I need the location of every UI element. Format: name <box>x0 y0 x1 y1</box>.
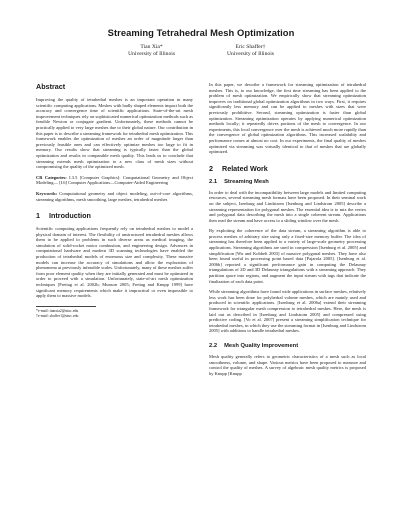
footnote-email-2: †e-mail: shaffer1@uiuc.edu <box>36 313 79 318</box>
abstract-heading: Abstract <box>36 82 66 91</box>
cr-categories <box>36 175 193 186</box>
subsection-title: Mesh Quality Improvement <box>224 342 299 349</box>
author-2 <box>227 44 274 58</box>
cr-text: I.3.5 [Computer Graphics]: Computational Geometry and Object Modeling— [I.6] Computer Applications—Computer-Aided Engineering <box>36 174 193 186</box>
author-affiliation: University of Illinois <box>227 51 274 57</box>
intro-continuation-text: In this paper, we describe a framework for streaming optimization of tetrahedral meshes. This is, to our knowledge, the first time streaming has been applied to the problem of mesh optimization. We empirically show that streaming optimization improves on traditional global optimization algorithms in two ways. First, it requires significantly less memory and can be applied to meshes with sizes that were previously prohibitive. Second, streaming optimization is faster than global optimization. Streaming optimization operates by applying numerical optimization methods locally; it repeatedly drives portions of the mesh to convergence. In our experiments, this local convergence over the mesh is achieved much more rapidly than the convergence of global optimization algorithms. This increased scalability and performance comes at almost no cost. In our experiments, the final quality of meshes optimized via streaming was virtually identical to that of meshes that are globally optimized. <box>209 82 366 155</box>
author-block <box>36 44 366 58</box>
author-name: Eric Shaffer† <box>235 44 266 50</box>
introduction-text: Scientific computing applications frequently rely on tetrahedral meshes to model a physical domain of interest. The flexibility of unstructured tetrahedral meshes allows them to be applied to problems in such diverse areas as medical imaging, the simulation of solid-rocket motor combustion, and engineering design. Advances in computational hardware and modern 3D scanning technologies have enabled the production of tetrahedral models of enormous size and complexity. These massive models can increase the accuracy of simulations and allow the exploration of phenomena at previously infeasible scales. Unfortunately, many of these meshes suffer from poor element quality when they are initially generated and must be optimized in order to proceed with a simulation. Unfortunately, state-of-art mesh optimization techniques [Freitag et al. 2002b; Munson 2005; Freitag and Knupp 1999] have significant memory requirements which make it impractical or even impossible to apply them to massive models. <box>36 226 193 299</box>
streaming-mesh-paragraph-2: By exploiting the coherence of the data stream, a streaming algorithm is able to process meshes of arbitrary size using only a fixed-size memory buffer. The idea of streaming has therefore been applied to a variety of large-scale geometry processing applications. Streaming algorithms are used in compression [Isenburg et al. 2005] and simplification [Wu and Kobbelt 2003] of massive polygonal meshes. They have also been found useful in processing point based data [Pajarola 2005]. [Isenburg et al. 2006b] reported a significant performance gain in computing the Delaunay triangulations of 2D and 3D Delaunay triangulations with a streaming approach. They partition space into regions, and augment the input stream with tags that indicate the finalization of each data point. <box>209 228 366 284</box>
keywords <box>36 191 193 202</box>
subsection-title: Streaming Mesh <box>224 178 269 185</box>
abstract-text: Improving the quality of tetrahedral meshes is an important operation in many scientific computing applications. Meshes with badly shaped elements impact both the accuracy and convergence time of scientific applications. State-of-the-art mesh improvement techniques rely on sophisticated numerical optimization methods such as feasible Newton or conjugate gradient. Unfortunately, these methods cannot be practically applied to very large meshes due to their global nature. Our contribution in this paper is to describe a streaming framework for tetrahedral mesh optimization. This framework enables the optimization of meshes an order of magnitude larger than previously feasible ones and can effectively optimize meshes too large to fit in memory. Our results show that streaming is typically faster than the global optimization and results in comparable mesh quality. This leads us to conclude that streaming extends mesh optimization to a new class of mesh sizes without compromising the quality of the optimized mesh. <box>36 97 193 170</box>
related-work-heading <box>209 164 366 173</box>
streaming-mesh-heading <box>209 179 366 185</box>
two-column-body <box>36 82 366 376</box>
footnotes <box>36 306 96 319</box>
mesh-quality-heading <box>209 343 366 349</box>
keywords-text: Computational geometry and object modeling, out-of-core algorithms, streaming algorithms, mesh smoothing, large meshes, tetrahedral meshes <box>36 190 194 202</box>
cr-label: CR Categories: <box>36 174 67 180</box>
subsection-number: 2.1 <box>209 178 218 185</box>
keywords-label: Keywords: <box>36 190 57 196</box>
section-title: Related Work <box>222 163 268 173</box>
streaming-mesh-paragraph-3: While streaming algorithms have found wide applications in surface meshes, relatively less work has been done for polyhedral volume meshes, which are mainly used and produced in scientific applications. [Isenburg et al. 2006a] extend their streaming framework for triangular mesh compression to tetrahedral meshes. Here, the mesh is laid out as described in [Isenburg and Lindstrom 2005] and compressed using predictive coding. [Vo et al. 2007] present a streaming simplification technique for tetrahedral meshes, in which they use the streaming format in [Isenburg and Lindstrom 2005] with additions to handle tetrahedral meshes. <box>209 289 366 334</box>
left-column <box>36 82 193 318</box>
section-number: 2 <box>209 163 213 173</box>
right-column <box>209 82 366 376</box>
author-1 <box>128 44 175 58</box>
paper-title: Streaming Tetrahedral Mesh Optimization <box>107 27 295 38</box>
streaming-mesh-paragraph-1: In order to deal with the incompatibility between large models and limited computing resources, several streaming mesh formats have been proposed. In their seminal work on the subject, Isenburg and Lindstrom [Isenburg and Lindstrom 2005] describe a streaming representation for polygonal meshes. The essential idea is to mix the vertex and polygonal data describing the mesh into a single coherent stream. Applications then read the stream and have access to a sliding window over the mesh. <box>209 189 366 223</box>
author-affiliation: University of Illinois <box>128 51 175 57</box>
section-number: 1 <box>36 211 40 221</box>
introduction-heading <box>36 211 193 220</box>
section-title: Introduction <box>49 211 91 221</box>
author-name: Tian Xia* <box>140 44 163 50</box>
mesh-quality-paragraph-1: Mesh quality generally refers to geometric characteristics of a mesh such as local smoothness, volume, and shape. Various metrics have been proposed to measure and control the quality of meshes. A survey of algebraic mesh quality metrics is proposed by Knupp [Knupp <box>209 353 366 376</box>
subsection-number: 2.2 <box>209 342 218 349</box>
footnote-email-1: *e-mail: tianxia2@uiuc.edu <box>36 308 79 313</box>
